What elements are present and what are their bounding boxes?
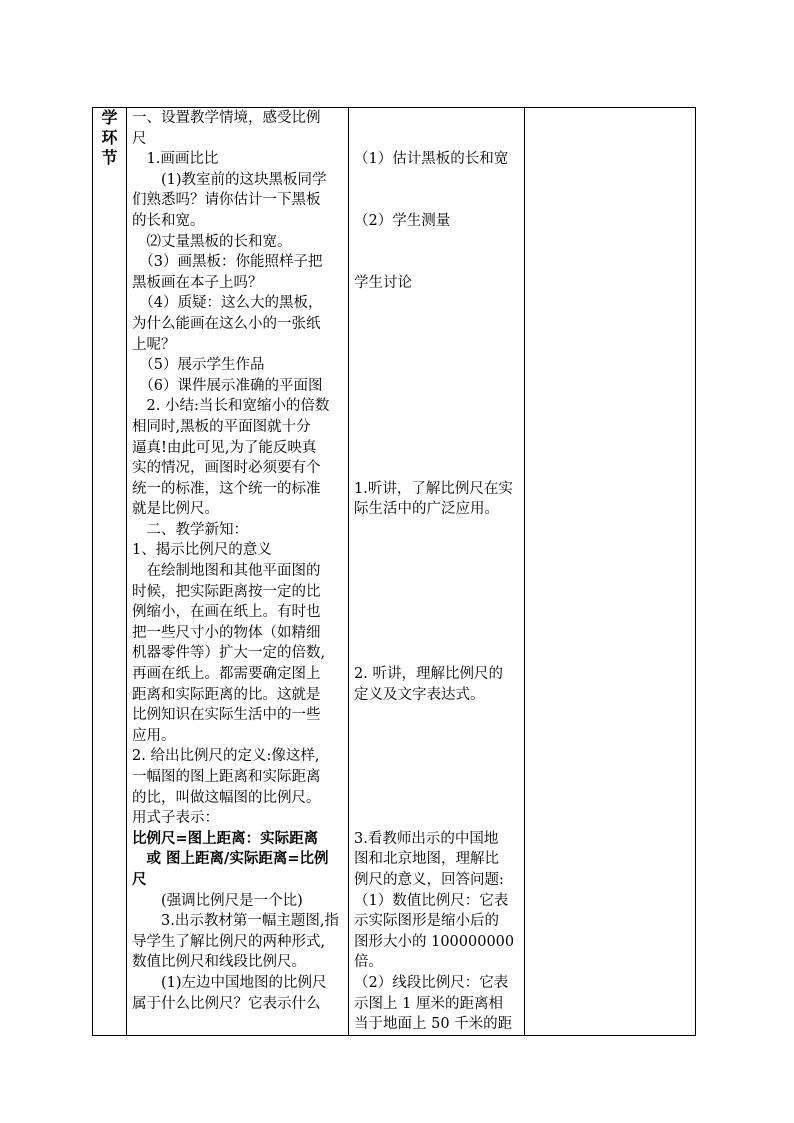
- teacher-line: 相同时,黑板的平面图就十分: [132, 418, 311, 435]
- student-line-spacer: [354, 293, 520, 314]
- section-label-char: 环: [101, 128, 118, 147]
- student-activity-text: [349, 108, 524, 1035]
- student-line: 图形大小的 100000000: [354, 933, 515, 950]
- student-line-spacer: [354, 355, 520, 376]
- teacher-line: 时候，把实际距离按一定的比: [132, 583, 321, 600]
- student-line: 图和北京地图，理解比: [354, 851, 499, 868]
- student-line-spacer: [354, 232, 520, 253]
- teacher-line: 例缩小，在画在纸上。有时也: [132, 604, 321, 621]
- teacher-line: 实的情况，画图时必须要有个: [132, 460, 321, 477]
- teacher-line: 1.画画比比: [132, 151, 219, 168]
- teacher-line: 应用。: [132, 727, 176, 744]
- section-label-char: 节: [101, 148, 118, 167]
- teacher-line: 二、教学新知：: [132, 521, 248, 538]
- teacher-line: 机器零件等）扩大一定的倍数,: [132, 645, 326, 662]
- teacher-line: 属于什么比例尺？它表示什么: [132, 995, 321, 1012]
- teacher-activity-text: [127, 108, 348, 1014]
- teacher-line: 们熟悉吗？请你估计一下黑板: [132, 192, 321, 209]
- teacher-line: 黑板画在本子上吗？: [132, 274, 263, 291]
- teacher-line: （3）画黑板：你能照样子把: [132, 254, 323, 271]
- section-label-char: 学: [101, 108, 118, 127]
- student-line-spacer: [354, 643, 520, 664]
- student-line-spacer: [354, 808, 520, 829]
- teacher-line: 3.出示教材第一幅主题图,指: [132, 913, 339, 930]
- student-line-spacer: [354, 602, 520, 623]
- student-line-spacer: [354, 376, 520, 397]
- teacher-line: 尺: [132, 870, 147, 888]
- student-line: 际生活中的广泛应用。: [354, 501, 499, 518]
- teacher-line: (强调比例尺是一个比): [132, 892, 303, 909]
- student-line-spacer: [354, 746, 520, 767]
- teacher-line: 逼真!由此可见,为了能反映真: [132, 439, 317, 456]
- teacher-line: (1)教室前的这块黑板同学: [132, 171, 327, 188]
- student-line-spacer: [354, 540, 520, 561]
- student-line: （2）学生测量: [354, 212, 451, 229]
- teacher-line: 为什么能画在这么小的一张纸: [132, 315, 321, 332]
- teacher-line: ⑵丈量黑板的长和宽。: [132, 233, 292, 250]
- student-line-spacer: [354, 252, 520, 273]
- student-line: 示图上 1 厘米的距离相: [354, 995, 503, 1012]
- student-line: 1.听讲，了解比例尺在实: [354, 480, 513, 497]
- teacher-activity-cell: [127, 108, 349, 1036]
- student-line-spacer: [354, 396, 520, 417]
- teacher-line: （6）课件展示准确的平面图: [132, 377, 323, 394]
- student-line: 3.看教师出示的中国地: [354, 830, 499, 847]
- student-line: 示实际图形是缩小后的: [354, 913, 499, 930]
- student-line-spacer: [354, 767, 520, 788]
- teacher-line: 距离和实际距离的比。这就是: [132, 686, 321, 703]
- teacher-line: （4）质疑：这么大的黑板，: [132, 295, 323, 312]
- teacher-line: 再画在纸上。都需要确定图上: [132, 666, 321, 683]
- student-activity-cell: [349, 108, 525, 1036]
- teacher-line: 或 图上距离/实际距离=比例: [132, 850, 329, 868]
- student-line-spacer: [354, 623, 520, 644]
- teacher-line: 一幅图的图上距离和实际距离: [132, 769, 321, 785]
- student-line-spacer: [354, 726, 520, 747]
- teacher-line: 上呢？: [132, 336, 176, 353]
- student-line: （1）数值比例尺：它表: [354, 892, 509, 909]
- student-line-spacer: [354, 129, 520, 150]
- student-line-spacer: [354, 314, 520, 335]
- teacher-line: （5）展示学生作品: [132, 357, 265, 374]
- teacher-line: 把一些尺寸小的物体（如精细: [132, 624, 321, 641]
- lesson-table: [92, 107, 696, 1036]
- teacher-line: 2. 给出比例尺的定义:像这样,: [132, 748, 320, 765]
- student-line: 当于地面上 50 千米的距: [354, 1016, 513, 1033]
- student-line: 例尺的意义，回答问题:: [354, 871, 504, 888]
- student-line: （2）线段比例尺：它表: [354, 974, 509, 991]
- student-line: 定义及文字表达式。: [354, 686, 485, 703]
- student-line-spacer: [354, 170, 520, 191]
- student-line-spacer: [354, 108, 520, 129]
- student-line-spacer: [354, 520, 520, 541]
- teacher-line: 导学生了解比例尺的两种形式,: [132, 933, 326, 950]
- student-line-spacer: [354, 417, 520, 438]
- student-line-spacer: [354, 190, 520, 211]
- student-line-spacer: [354, 438, 520, 459]
- student-line: 倍。: [354, 954, 383, 971]
- teacher-line: 数值比例尺和线段比例尺。: [132, 954, 306, 971]
- teacher-line: 2. 小结:当长和宽缩小的倍数: [132, 398, 330, 415]
- student-line-spacer: [354, 335, 520, 356]
- teacher-line: 尺: [132, 130, 147, 147]
- student-line: （1）估计黑板的长和宽: [354, 151, 509, 168]
- student-line-spacer: [354, 582, 520, 603]
- teacher-line: 用式子表示：: [132, 810, 219, 827]
- student-line: 学生讨论: [354, 274, 412, 291]
- teacher-line: 的比，叫做这幅图的比例尺。: [132, 789, 321, 806]
- teacher-line: 1、揭示比例尺的意义: [132, 542, 272, 559]
- section-label-cell: [93, 108, 127, 1036]
- student-line-spacer: [354, 788, 520, 809]
- student-line-spacer: [354, 561, 520, 582]
- student-line-spacer: [354, 458, 520, 479]
- student-line-spacer: [354, 705, 520, 726]
- teacher-line: 的长和宽。: [132, 212, 205, 229]
- teacher-line: 在绘制地图和其他平面图的: [132, 563, 321, 580]
- teacher-line: 一、设置教学情境，感受比例: [132, 110, 321, 126]
- teacher-line: (1)左边中国地图的比例尺: [132, 974, 327, 991]
- student-line: 2. 听讲，理解比例尺的: [354, 666, 503, 683]
- teacher-line: 统一的标准，这个统一的标准: [132, 480, 321, 497]
- notes-cell: [525, 108, 696, 1036]
- section-label: [93, 108, 126, 168]
- teacher-line: 比例知识在实际生活中的一些: [132, 707, 321, 724]
- teacher-line: 就是比例尺。: [132, 501, 219, 518]
- teacher-line: 比例尺=图上距离：实际距离: [132, 829, 319, 847]
- table-row: [93, 108, 696, 1036]
